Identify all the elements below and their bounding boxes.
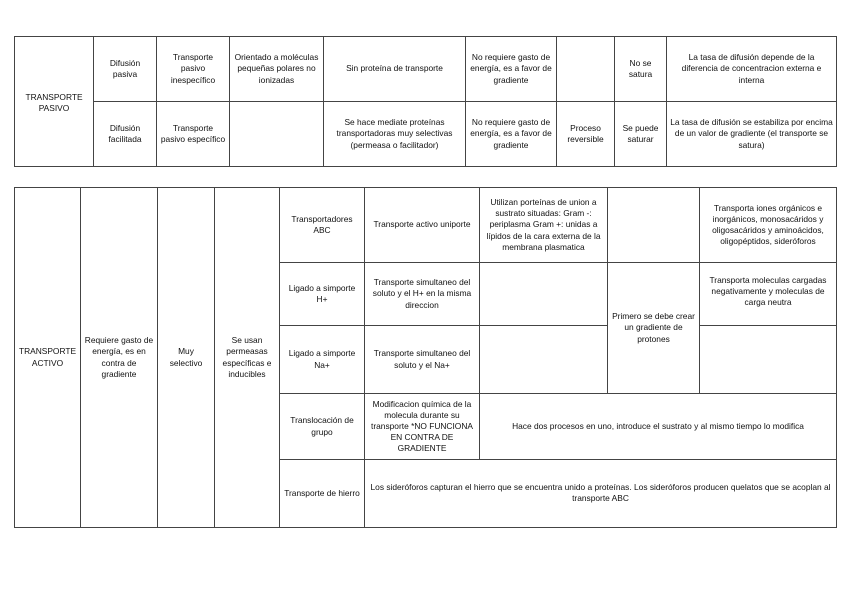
- active-transport-table: [14, 187, 837, 528]
- cell-mechanism: Se hace mediate proteínas transportadoras muy selectivas (permeasa o facilitador): [324, 102, 466, 167]
- cell-orientation: Orientado a moléculas pequeñas polares no ionizadas: [230, 37, 324, 102]
- cell-symport-h-name: Ligado a simporte H+: [280, 263, 365, 326]
- cell-rate: La tasa de difusión depende de la diferencia de concentracion externa e interna: [667, 37, 837, 102]
- cell-symport-na-name: Ligado a simporte Na+: [280, 326, 365, 394]
- cell-symport-na-type: Transporte simultaneo del soluto y el Na+: [365, 326, 480, 394]
- cell-orientation: [230, 102, 324, 167]
- cell-saturation: Se puede saturar: [615, 102, 667, 167]
- cell-specificity: Transporte pasivo específico: [157, 102, 230, 167]
- cell-abc-substrates: Transporta iones orgánicos e inorgánicos, monosacáridos y oligosacáridos y aminoácidos, oligopéptidos, sideróforos: [700, 188, 837, 263]
- cell-group-type: Modificacion química de la molecula durante su transporte *NO FUNCIONA EN CONTRA DE GRADIENTE: [365, 394, 480, 460]
- cell-group-description: Hace dos procesos en uno, introduce el sustrato y al mismo tiempo lo modifica: [480, 394, 837, 460]
- cell-mechanism: Sin proteína de transporte: [324, 37, 466, 102]
- cell-specificity: Transporte pasivo inespecífico: [157, 37, 230, 102]
- cell-energy: No requiere gasto de energía, es a favor de gradiente: [466, 37, 557, 102]
- cell-empty: [700, 326, 837, 394]
- cell-symport-h-type: Transporte simultaneo del soluto y el H+ en la misma direccion: [365, 263, 480, 326]
- table-row: [15, 188, 837, 263]
- cell-proton-gradient: Primero se debe crear un gradiente de protones: [608, 263, 700, 394]
- cell-iron-name: Transporte de hierro: [280, 460, 365, 528]
- cell-type: Difusión pasiva: [94, 37, 157, 102]
- cell-reversible: [557, 37, 615, 102]
- cell-selectivity: Muy selectivo: [158, 188, 215, 528]
- passive-transport-table: [14, 36, 837, 167]
- cell-group-name: Translocación de grupo: [280, 394, 365, 460]
- cell-abc-name: Transportadores ABC: [280, 188, 365, 263]
- cell-empty: [480, 263, 608, 326]
- cell-symport-h-substrates: Transporta moleculas cargadas negativamente y moleculas de carga neutra: [700, 263, 837, 326]
- section-label-active: TRANSPORTE ACTIVO: [15, 188, 81, 528]
- cell-energy: Requiere gasto de energía, es en contra de gradiente: [81, 188, 158, 528]
- cell-type: Difusión facilitada: [94, 102, 157, 167]
- cell-abc-binding: Utilizan porteínas de union a sustrato situadas: Gram -: periplasma Gram +: unidas a lípidos de la cara externa de la membrana plasmatica: [480, 188, 608, 263]
- table-row: [15, 102, 837, 167]
- cell-permeases: Se usan permeasas específicas e inducibles: [215, 188, 280, 528]
- cell-energy: No requiere gasto de energía, es a favor de gradiente: [466, 102, 557, 167]
- cell-saturation: No se satura: [615, 37, 667, 102]
- section-label-passive: TRANSPORTE PASIVO: [15, 37, 94, 167]
- cell-empty: [608, 188, 700, 263]
- cell-empty: [480, 326, 608, 394]
- cell-iron-description: Los sideróforos capturan el hierro que se encuentra unido a proteínas. Los sideróforos producen quelatos que se acoplan al transporte ABC: [365, 460, 837, 528]
- cell-reversible: Proceso reversible: [557, 102, 615, 167]
- cell-abc-type: Transporte activo uniporte: [365, 188, 480, 263]
- cell-rate: La tasa de difusión se estabiliza por encima de un valor de gradiente (el transporte se satura): [667, 102, 837, 167]
- table-row: [15, 37, 837, 102]
